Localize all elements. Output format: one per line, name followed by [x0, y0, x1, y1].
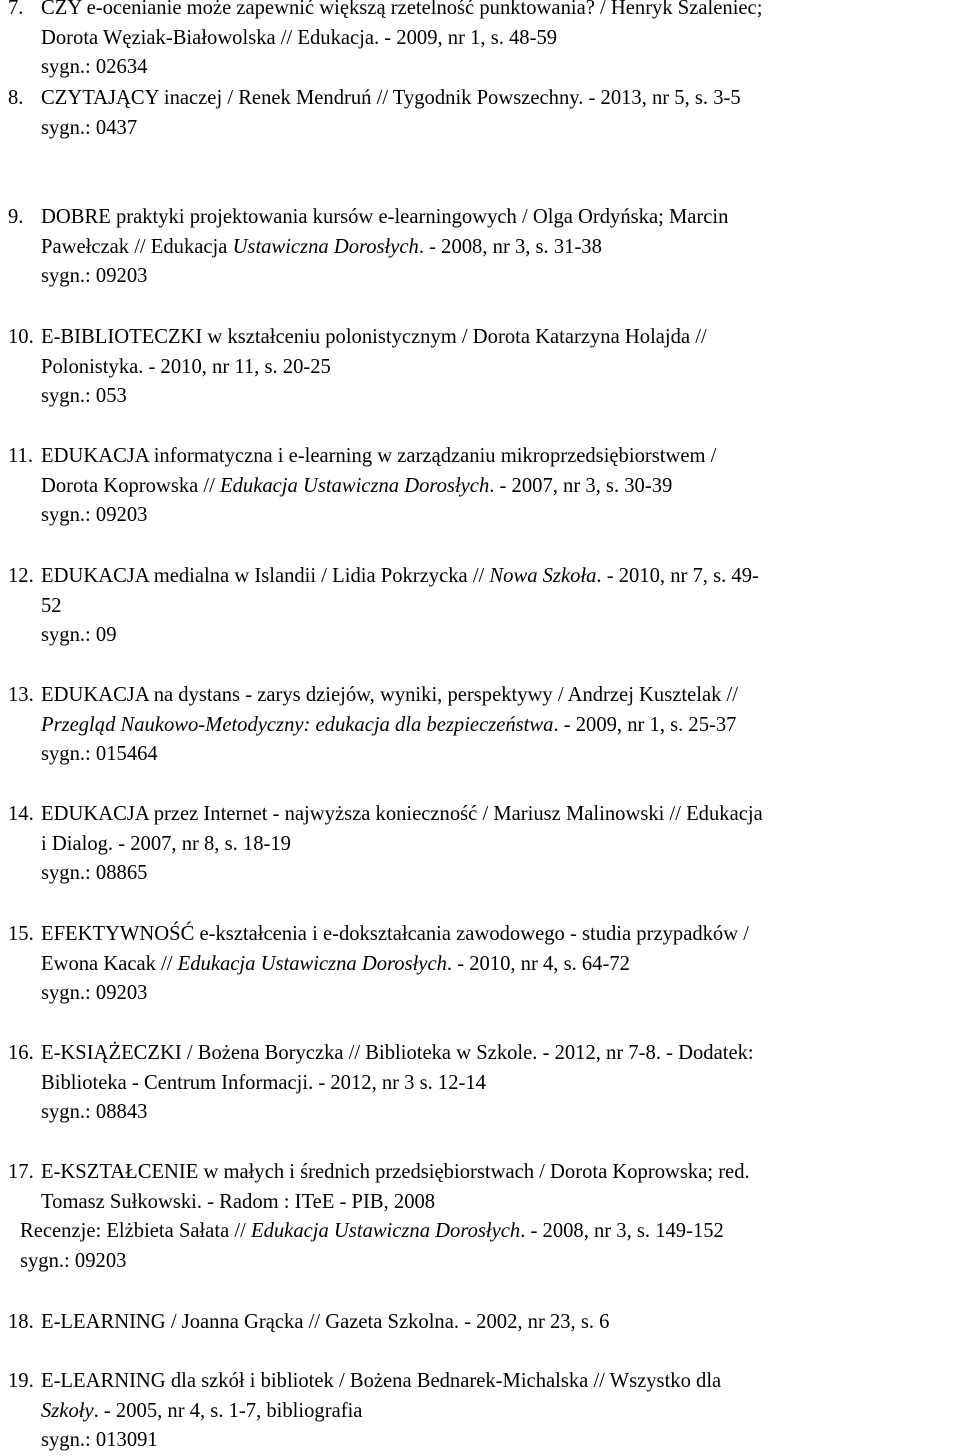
entry-line: [8, 1367, 953, 1397]
italic-title-text: Szkoły: [41, 1399, 94, 1422]
entry-text: sygn.: 09203: [41, 982, 148, 1004]
entry-line: [8, 382, 953, 412]
entry-text: sygn.: 013091: [41, 1429, 158, 1451]
bibliography-entry: [8, 1039, 953, 1128]
entry-line: [8, 1397, 953, 1427]
entry-number: 11.: [8, 445, 33, 467]
entry-line: [8, 84, 953, 114]
entry-text: sygn.: 0437: [41, 116, 138, 139]
entry-text: E-KSZTAŁCENIE w małych i średnich przedsiębiorstwach / Dorota Koprowska; red.: [41, 1161, 750, 1183]
entry-text: DOBRE praktyki projektowania kursów e-learningowych / Olga Ordyńska; Marcin: [41, 206, 729, 228]
entry-text: Pawełczak // Edukacja: [41, 235, 233, 258]
entry-line: [8, 1308, 953, 1338]
entry-line: [8, 830, 953, 860]
entry-line: [8, 740, 953, 770]
entry-text: Biblioteka - Centrum Informacji. - 2012, nr 3 s. 12-14: [41, 1071, 486, 1094]
entry-text: sygn.: 053: [41, 385, 127, 407]
entry-text: E-KSIĄŻECZKI / Bożena Boryczka // Biblioteka w Szkole. - 2012, nr 7-8. - Dodatek:: [41, 1042, 754, 1064]
entry-line: [8, 353, 953, 383]
entry-text: E-LEARNING / Joanna Grącka // Gazeta Szkolna. - 2002, nr 23, s. 6: [41, 1311, 610, 1333]
entry-line: [8, 1188, 953, 1218]
bibliography-entry: [8, 442, 953, 531]
entry-number: 14.: [8, 803, 34, 825]
italic-title-text: Edukacja Ustawiczna Dorosłych: [220, 474, 490, 497]
entry-text: E-BIBLIOTECZKI w kształceniu polonistycznym / Dorota Katarzyna Holajda //: [41, 326, 707, 348]
entry-text: Polonistyka. - 2010, nr 11, s. 20-25: [41, 355, 331, 378]
bibliography-entry: [8, 562, 953, 651]
entry-text: sygn.: 015464: [41, 743, 158, 765]
entry-line: [8, 233, 953, 263]
entry-line: [8, 920, 953, 950]
entry-line: [8, 323, 953, 353]
entry-text: sygn.: 02634: [41, 56, 148, 78]
entry-text: EDUKACJA medialna w Islandii / Lidia Pokrzycka //: [41, 565, 490, 587]
bibliography-entry: [8, 203, 953, 292]
entry-text: sygn.: 09203: [41, 504, 148, 526]
italic-title-text: Ustawiczna Dorosłych: [232, 235, 419, 258]
entry-text: EDUKACJA przez Internet - najwyższa konieczność / Mariusz Malinowski // Edukacja: [41, 803, 763, 825]
entry-number: 17.: [8, 1161, 34, 1183]
bibliography-entry: [8, 681, 953, 770]
bibliography-entry: [8, 1367, 953, 1456]
entry-number: 9.: [8, 206, 24, 228]
entry-text: . - 2008, nr 3, s. 149-152: [520, 1220, 724, 1242]
entry-line: [8, 1098, 953, 1128]
entry-text: sygn.: 08843: [41, 1101, 148, 1123]
entry-line: [8, 0, 953, 24]
bibliography-entry: [8, 323, 953, 412]
entry-line: [0, 1247, 953, 1277]
entry-line: [8, 621, 953, 651]
entry-number: 19.: [8, 1370, 34, 1392]
entry-text: EDUKACJA informatyczna i e-learning w zarządzaniu mikroprzedsiębiorstwem /: [41, 445, 717, 467]
entry-number: 10.: [8, 326, 34, 348]
entry-line: [8, 53, 953, 83]
entry-line: [8, 1158, 953, 1188]
entry-line: [8, 562, 953, 592]
entry-text: Dorota Węziak-Białowolska // Edukacja. - 2009, nr 1, s. 48-59: [41, 26, 558, 49]
entry-text: . - 2007, nr 3, s. 30-39: [489, 474, 673, 497]
italic-title-text: Nowa Szkoła: [489, 565, 597, 587]
italic-title-text: Przegląd Naukowo-Metodyczny: edukacja dla bezpieczeństwa: [41, 713, 554, 736]
entry-line: [8, 859, 953, 889]
entry-line: [8, 1426, 953, 1456]
entry-line: [0, 1217, 953, 1247]
entry-number: 15.: [8, 923, 34, 945]
entry-text: 52: [41, 594, 62, 617]
entry-line: [8, 711, 953, 741]
entry-text: sygn.: 09203: [41, 265, 148, 287]
entry-number: 7.: [8, 0, 24, 19]
entry-text: Ewona Kacak //: [41, 952, 178, 975]
entry-text: E-LEARNING dla szkół i bibliotek / Bożena Bednarek-Michalska // Wszystko dla: [41, 1370, 722, 1392]
bibliography-entry: [8, 1308, 953, 1338]
entry-line: [8, 1069, 953, 1099]
entry-line: [8, 472, 953, 502]
entry-text: i Dialog. - 2007, nr 8, s. 18-19: [41, 832, 291, 855]
bibliography-entry: [8, 800, 953, 889]
entry-text: sygn.: 08865: [41, 862, 148, 884]
entry-text: CZY e-ocenianie może zapewnić większą rzetelność punktowania? / Henryk Szaleniec;: [41, 0, 763, 19]
entry-text: . - 2010, nr 4, s. 64-72: [446, 952, 630, 975]
entry-number: 18.: [8, 1311, 34, 1333]
entry-line: [8, 24, 953, 54]
entry-text: Recenzje: Elżbieta Sałata //: [20, 1220, 251, 1242]
entry-text: EDUKACJA na dystans - zarys dziejów, wyniki, perspektywy / Andrzej Kusztelak //: [41, 684, 738, 706]
entry-number: 8.: [8, 87, 24, 109]
entry-text: sygn.: 09: [41, 624, 117, 646]
italic-title-text: Edukacja Ustawiczna Dorosłych: [177, 952, 447, 975]
bibliography-entry: [8, 84, 953, 143]
entry-line: [8, 681, 953, 711]
entry-line: [8, 592, 953, 622]
bibliography-entry: [8, 920, 953, 1009]
entry-line: [8, 203, 953, 233]
entry-text: CZYTAJĄCY inaczej / Renek Mendruń // Tygodnik Powszechny. - 2013, nr 5, s. 3-5: [41, 87, 741, 109]
entry-number: 12.: [8, 565, 34, 587]
bibliography-entry: [8, 0, 953, 83]
entry-text: EFEKTYWNOŚĆ e-kształcenia i e-dokształcania zawodowego - studia przypadków /: [41, 923, 749, 945]
entry-text: Dorota Koprowska //: [41, 474, 221, 497]
entry-text: . - 2010, nr 7, s. 49-: [596, 565, 759, 587]
entry-text: . - 2008, nr 3, s. 31-38: [418, 235, 602, 258]
entry-line: [8, 501, 953, 531]
entry-line: [8, 1039, 953, 1069]
entry-line: [8, 442, 953, 472]
entry-text: Tomasz Sułkowski. - Radom : ITeE - PIB, 2008: [41, 1190, 436, 1213]
entry-line: [8, 950, 953, 980]
entry-line: [8, 114, 953, 144]
entry-text: . - 2005, nr 4, s. 1-7, bibliografia: [93, 1399, 363, 1422]
entry-text: . - 2009, nr 1, s. 25-37: [553, 713, 737, 736]
entry-number: 16.: [8, 1042, 34, 1064]
bibliography-entry: [8, 1158, 953, 1276]
entry-line: [8, 800, 953, 830]
entry-line: [8, 262, 953, 292]
italic-title-text: Edukacja Ustawiczna Dorosłych: [251, 1220, 521, 1242]
entry-text: sygn.: 09203: [20, 1249, 127, 1272]
entry-line: [8, 979, 953, 1009]
entry-number: 13.: [8, 684, 34, 706]
